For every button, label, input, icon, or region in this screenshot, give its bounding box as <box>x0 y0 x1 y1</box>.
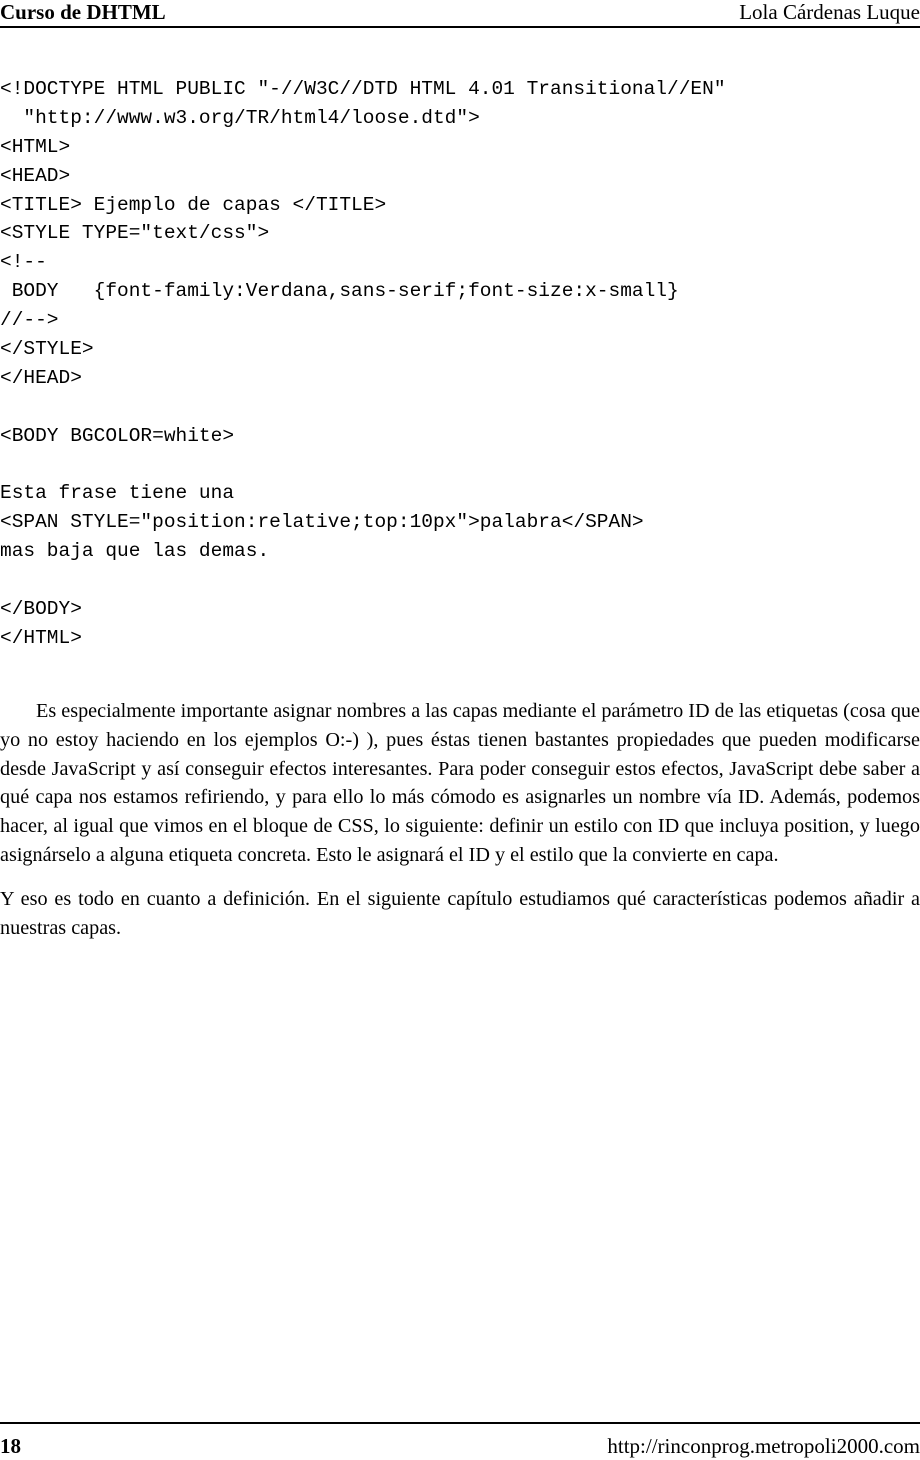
header-title: Curso de DHTML <box>0 0 166 24</box>
code-line: <!DOCTYPE HTML PUBLIC "-//W3C//DTD HTML 4.01 Transitional//EN" <box>0 78 726 100</box>
code-line: <HTML> <box>0 135 71 158</box>
code-line: </BODY> <box>0 598 82 621</box>
paragraph-layer-ids: Es especialmente importante asignar nombres a las capas mediante el parámetro ID de las etiquetas (cosa que yo no estoy haciendo en los ejemplos O:-) ), pues éstas tienen bastantes propiedades que pueden modificarse desde JavaScript y así conseguir efectos interesantes. Para poder conseguir estos efectos, JavaScript debe saber a qué capa nos estamos refiriendo, y para ello lo más cómodo es asignarles un nombre vía ID. Además, podemos hacer, al igual que vimos en el bloque de CSS, lo siguiente: definir un estilo con ID que incluya position, y luego asignárselo a alguna etiqueta concreta. Esto le asignará el ID y el estilo que la convierte en capa. <box>0 700 920 866</box>
code-line: mas baja que las demas. <box>0 540 270 563</box>
code-line: </HTML> <box>0 626 82 649</box>
body-text <box>0 697 920 957</box>
code-line: "http://www.w3.org/TR/html4/loose.dtd"> <box>0 106 480 129</box>
code-line: Esta frase tiene una <box>0 482 235 505</box>
footer-url: http://rinconprog.metropoli2000.com <box>607 1434 920 1458</box>
code-line: </HEAD> <box>0 366 82 389</box>
code-line-blank <box>0 393 920 422</box>
code-line: //--> <box>0 309 59 332</box>
code-line: <TITLE> Ejemplo de capas </TITLE> <box>0 193 387 216</box>
paragraph-conclusion: Y eso es todo en cuanto a definición. En el siguiente capítulo estudiamos qué características podemos añadir a nuestras capas. <box>0 887 920 939</box>
code-line: <!-- <box>0 251 47 274</box>
code-line-blank <box>0 566 920 595</box>
page-number: 18 <box>0 1434 21 1458</box>
code-listing <box>0 75 920 653</box>
page-footer <box>0 1422 920 1460</box>
code-line: <HEAD> <box>0 164 71 187</box>
code-line: <BODY BGCOLOR=white> <box>0 424 235 447</box>
header-author: Lola Cárdenas Luque <box>739 0 920 24</box>
code-line: </STYLE> <box>0 338 94 361</box>
code-line: <SPAN STYLE="position:relative;top:10px">palabra</SPAN> <box>0 511 644 534</box>
page-header <box>0 0 920 28</box>
code-line: BODY {font-family:Verdana,sans-serif;font-size:x-small} <box>0 280 679 303</box>
code-line-blank <box>0 451 920 480</box>
code-line: <STYLE TYPE="text/css"> <box>0 222 270 245</box>
